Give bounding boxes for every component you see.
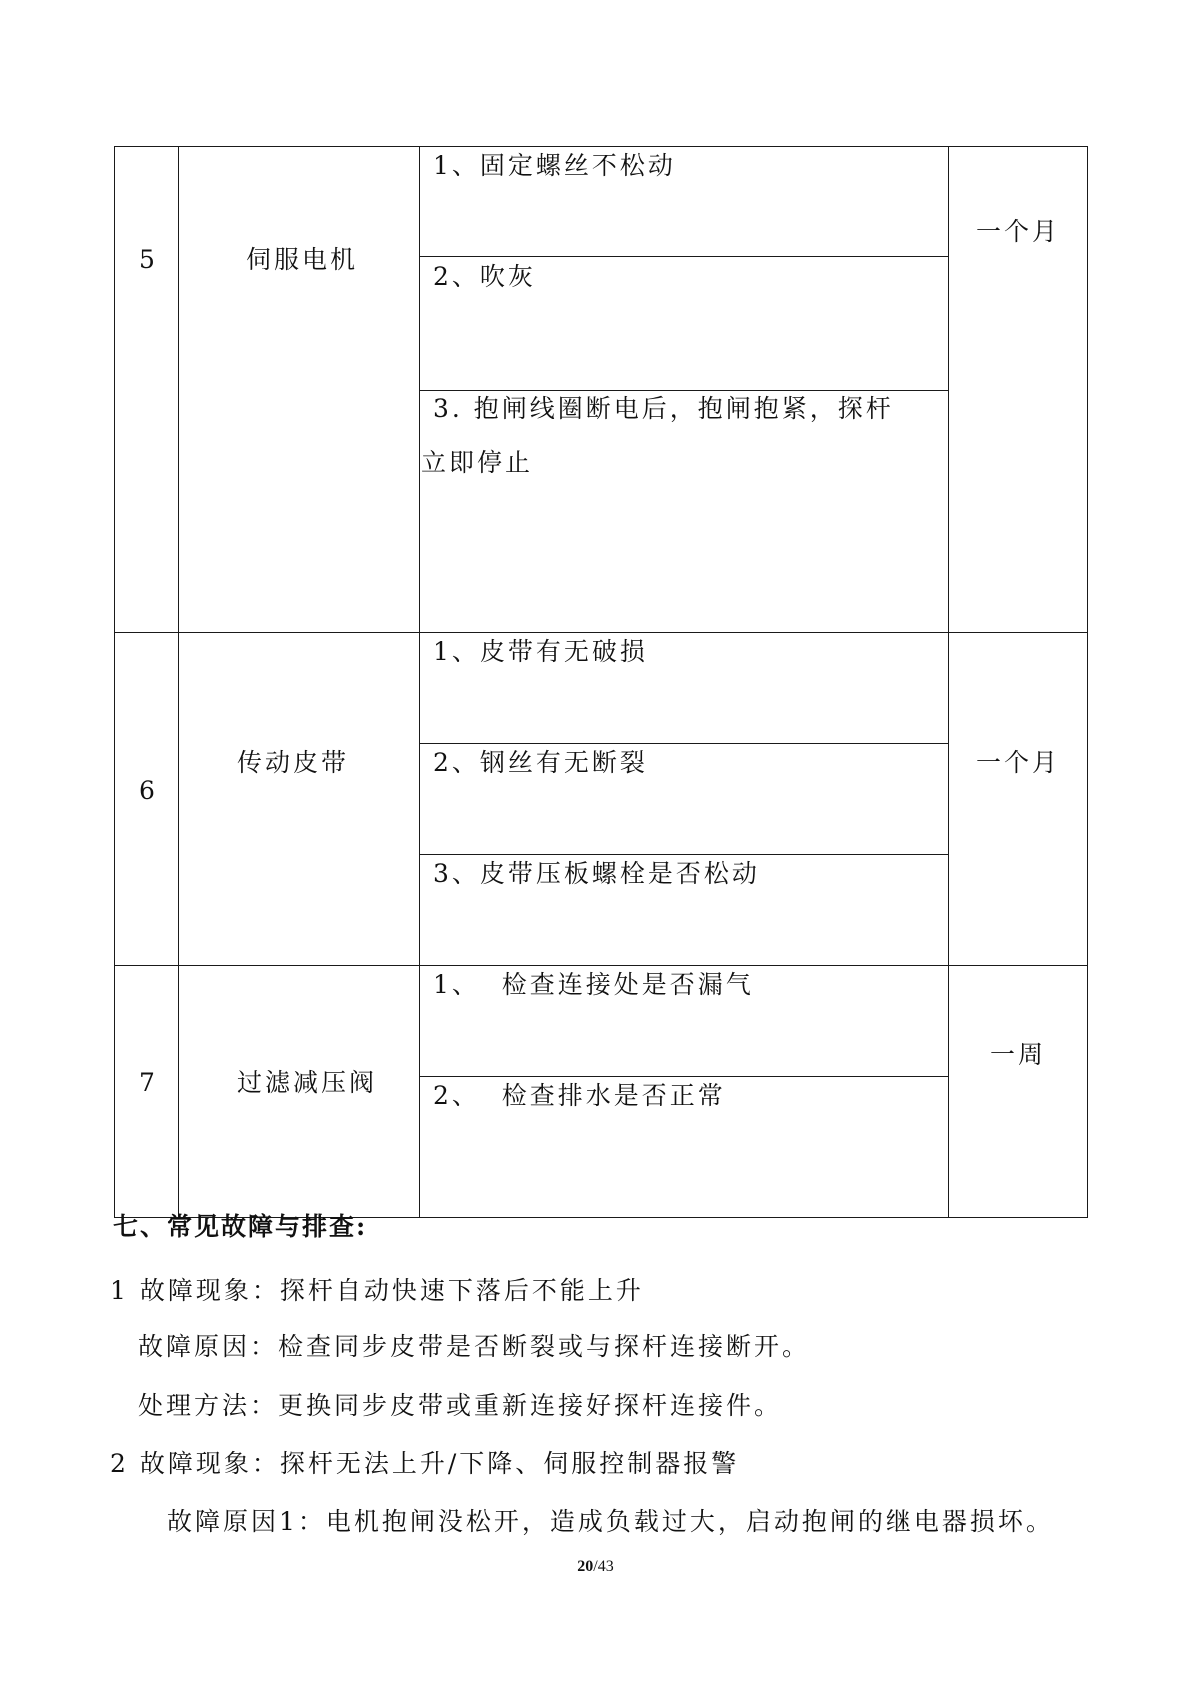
section-heading: 七、常见故障与排查: [113,1212,368,1241]
fault-symptom: 1 故障现象：探杆自动快速下落后不能上升 [110,1276,644,1305]
row-index: 5 [139,245,155,274]
table-border-top [114,146,1088,147]
table-border-right [1087,146,1088,1218]
item-divider [419,854,949,855]
fault-cause: 故障原因：检查同步皮带是否断裂或与探杆连接断开。 [138,1332,811,1361]
row-period: 一周 [990,1040,1047,1069]
item-divider [419,256,949,257]
table-border-item-col [948,146,949,1218]
table-border-left [114,146,115,1218]
page-current: 20 [577,1558,594,1575]
fault-symptom: 2 故障现象：探杆无法上升/下降、伺服控制器报警 [110,1449,740,1478]
table-border-name-col [419,146,420,1218]
table-border-index-col [178,146,179,1218]
row-check-item: 1、固定螺丝不松动 [433,151,676,180]
table-row-divider-5-6 [114,632,1088,633]
row-component-name: 过滤减压阀 [237,1068,378,1097]
page-number [0,1557,1191,1577]
item-divider [419,743,949,744]
row-check-item: 1、皮带有无破损 [433,637,648,666]
row-check-item: 2、 检查排水是否正常 [433,1081,726,1110]
row-check-item: 2、钢丝有无断裂 [433,748,648,777]
row-check-item: 3. 抱闸线圈断电后，抱闸抱紧，探杆立即停止 [421,394,894,477]
fault-cause: 故障原因1：电机抱闸没松开，造成负载过大，启动抱闸的继电器损坏。 [167,1507,1054,1536]
row-index: 6 [139,776,155,805]
row-index: 7 [139,1068,155,1097]
page-total: /43 [593,1558,614,1575]
fault-solution: 处理方法：更换同步皮带或重新连接好探杆连接件。 [138,1391,783,1420]
row-period: 一个月 [976,748,1061,777]
table-row-divider-6-7 [114,965,1088,966]
row-period: 一个月 [976,217,1061,246]
item-divider [419,1076,949,1077]
row-component-name: 传动皮带 [237,748,350,777]
row-component-name: 伺服电机 [246,245,359,274]
row-check-item: 2、吹灰 [433,262,536,291]
row-check-item: 3、皮带压板螺栓是否松动 [433,859,760,888]
row-check-item: 1、 检查连接处是否漏气 [433,970,754,999]
